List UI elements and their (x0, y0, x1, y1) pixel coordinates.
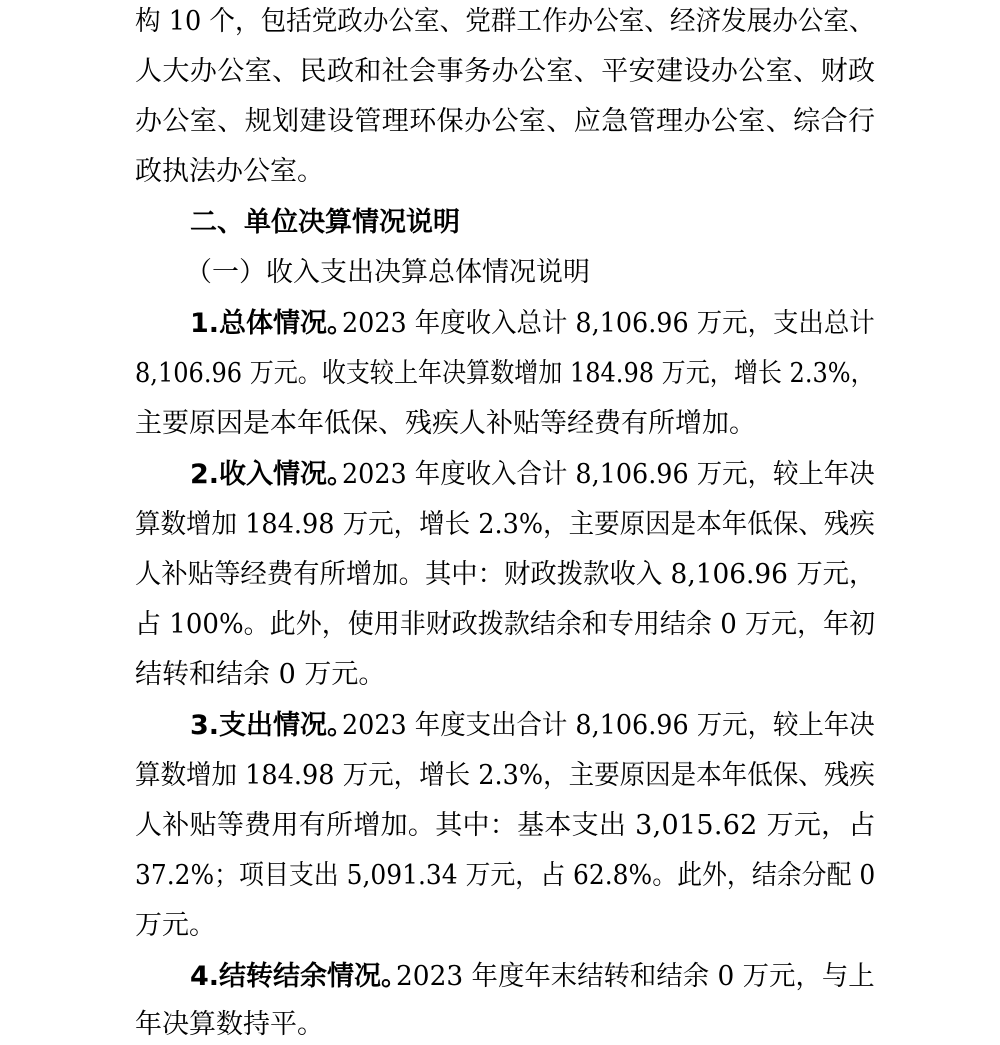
text-line: 2023 年度收入合计 8,106.96 万元，较上年决 (342, 459, 875, 490)
text-line: 办公室、规划建设管理环保办公室、应急管理办公室、综合行 (135, 106, 876, 137)
text-line: 2023 年度年末结转和结余 0 万元，与上 (396, 961, 875, 992)
item3-line-1 (0, 706, 1000, 746)
item4-line-1 (0, 957, 1000, 997)
subsection-heading (0, 253, 1000, 293)
intro-line-1 (0, 2, 1000, 42)
item1-line-2 (0, 354, 1000, 394)
item4-line-2 (0, 1005, 1000, 1045)
intro-line-2 (0, 52, 1000, 92)
text-line: 政执法办公室。 (135, 156, 324, 187)
text-line: 构 10 个，包括党政办公室、党群工作办公室、经济发展办公室、 (135, 6, 875, 37)
text-line: 算数增加 184.98 万元，增长 2.3%，主要原因是本年低保、残疾 (135, 509, 875, 540)
text-line: 37.2%；项目支出 5,091.34 万元，占 62.8%。此外，结余分配 0 (135, 860, 876, 891)
item3-label: 3.支出情况。 (190, 710, 355, 741)
item2-label: 2.收入情况。 (190, 459, 355, 490)
item4-label: 4.结转结余情况。 (190, 961, 409, 992)
text-line: 年决算数持平。 (135, 1009, 324, 1040)
item2-line-1 (0, 455, 1000, 495)
section-heading (0, 203, 1000, 243)
item2-line-4 (0, 605, 1000, 645)
text-line: 2023 年度收入总计 8,106.96 万元，支出总计 (342, 308, 875, 339)
text-line: 8,106.96 万元。收支较上年决算数增加 184.98 万元，增长 2.3%， (135, 358, 875, 389)
item2-line-5 (0, 655, 1000, 695)
text-line: 人补贴等费用有所增加。其中：基本支出 3,015.62 万元，占 (135, 810, 876, 841)
text-line: 结转和结余 0 万元。 (135, 659, 386, 690)
text-line: 占 100%。此外，使用非财政拨款结余和专用结余 0 万元，年初 (135, 609, 876, 640)
item3-line-5 (0, 906, 1000, 946)
item2-line-2 (0, 505, 1000, 545)
text-line: 主要原因是本年低保、残疾人补贴等经费有所增加。 (135, 408, 756, 439)
text-line: 人大办公室、民政和社会事务办公室、平安建设办公室、财政 (135, 56, 876, 87)
item3-line-3 (0, 806, 1000, 846)
intro-line-3 (0, 102, 1000, 142)
item1-label: 1.总体情况。 (190, 308, 355, 339)
text-line: 2023 年度支出合计 8,106.96 万元，较上年决 (342, 710, 875, 741)
text-line: 算数增加 184.98 万元，增长 2.3%，主要原因是本年低保、残疾 (135, 760, 875, 791)
item1-line-1 (0, 304, 1000, 344)
item3-line-4 (0, 856, 1000, 896)
text-line: 人补贴等经费有所增加。其中：财政拨款收入 8,106.96 万元， (135, 559, 876, 590)
item3-line-2 (0, 756, 1000, 796)
text-line: 万元。 (135, 910, 216, 941)
section-heading-text: 二、单位决算情况说明 (190, 207, 460, 238)
item2-line-3 (0, 555, 1000, 595)
intro-line-4 (0, 152, 1000, 192)
item1-line-3 (0, 404, 1000, 444)
subsection-heading-text: （一）收入支出决算总体情况说明 (185, 257, 590, 288)
